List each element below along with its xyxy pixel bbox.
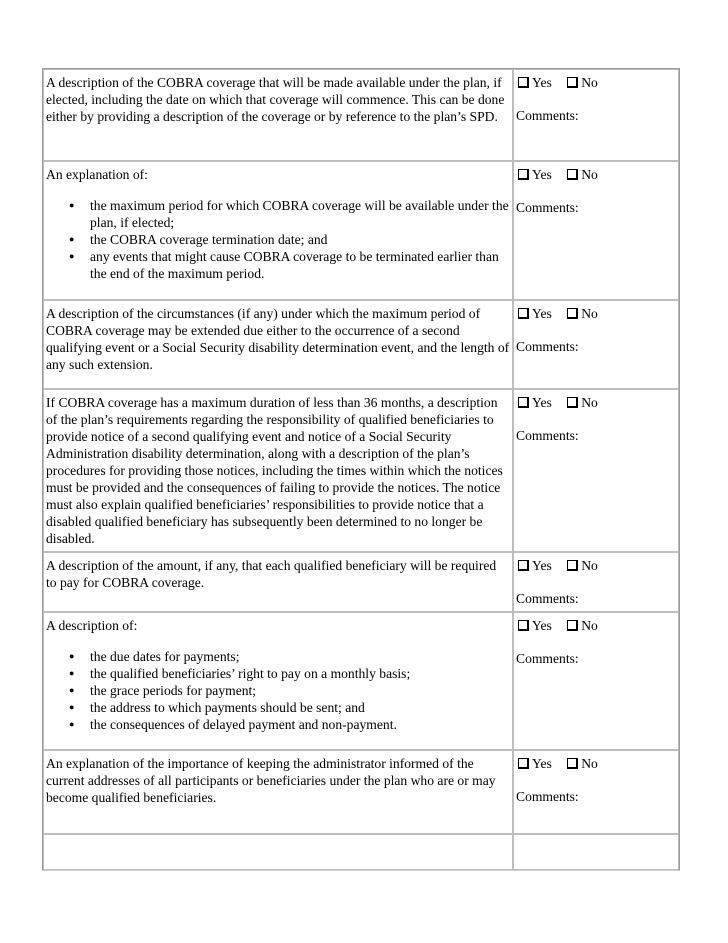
- checklist-row-empty: [43, 834, 679, 870]
- bullet-icon: ●: [69, 685, 75, 695]
- row-description: A description of the COBRA coverage that will be made available under the plan, if elected, including the date on which that coverage will commence. This can be done either by providing a description of the coverage or by reference to the plan’s SPD.: [46, 75, 505, 124]
- row-response-cell: [513, 750, 679, 834]
- yes-checkbox-icon[interactable]: [518, 758, 529, 769]
- no-checkbox-icon[interactable]: [567, 77, 578, 88]
- no-checkbox-icon[interactable]: [567, 758, 578, 769]
- row-description: An explanation of:: [46, 167, 148, 182]
- list-item: ● any events that might cause COBRA coverage to be terminated earlier than the end of the maximum period.: [69, 249, 499, 281]
- yes-no-options: [516, 617, 676, 634]
- comments-label: Comments:: [516, 428, 579, 443]
- list-item: ● the grace periods for payment;: [69, 683, 257, 698]
- no-checkbox-icon[interactable]: [567, 560, 578, 571]
- checklist-row: [43, 612, 679, 750]
- row-description-cell: [43, 389, 513, 552]
- no-label: No: [581, 75, 598, 90]
- row-description: A description of the amount, if any, that each qualified beneficiary will be required to pay for COBRA coverage.: [46, 558, 497, 590]
- yes-label: Yes: [532, 558, 552, 573]
- checklist-row: [43, 552, 679, 612]
- empty-description-cell: [43, 834, 513, 870]
- no-label: No: [581, 618, 598, 633]
- no-label: No: [581, 395, 598, 410]
- yes-label: Yes: [532, 618, 552, 633]
- row-description: A description of the circumstances (if any) under which the maximum period of COBRA coverage may be extended due either to the occurrence of a second qualifying event or a Social Security disability determination event, and the length of any such extension.: [46, 306, 510, 372]
- no-label: No: [581, 306, 598, 321]
- bullet-icon: ●: [69, 668, 75, 678]
- yes-checkbox-icon[interactable]: [518, 620, 529, 631]
- comments-label: Comments:: [516, 651, 579, 666]
- list-item: ● the due dates for payments;: [69, 649, 240, 664]
- row-description-cell: [43, 161, 513, 300]
- bullet-list: [46, 197, 510, 282]
- comments-label: Comments:: [516, 591, 579, 606]
- yes-no-options: [516, 755, 676, 772]
- cobra-notice-checklist-table: [42, 68, 680, 871]
- yes-checkbox-icon[interactable]: [518, 308, 529, 319]
- bullet-icon: ●: [69, 702, 75, 712]
- row-response-cell: [513, 389, 679, 552]
- row-response-cell: [513, 161, 679, 300]
- yes-checkbox-icon[interactable]: [518, 397, 529, 408]
- yes-no-options: [516, 394, 676, 411]
- list-item: ● the maximum period for which COBRA coverage will be available under the plan, if elected;: [69, 198, 509, 230]
- checklist-row: [43, 750, 679, 834]
- row-description: A description of:: [46, 618, 138, 633]
- checklist-row: [43, 69, 679, 161]
- row-description-cell: [43, 750, 513, 834]
- yes-no-options: [516, 557, 676, 574]
- row-description-cell: [43, 69, 513, 161]
- list-item: ● the address to which payments should be sent; and: [69, 700, 365, 715]
- yes-no-options: [516, 74, 676, 91]
- yes-checkbox-icon[interactable]: [518, 169, 529, 180]
- no-label: No: [581, 167, 598, 182]
- no-label: No: [581, 558, 598, 573]
- list-item: ● the qualified beneficiaries’ right to pay on a monthly basis;: [69, 666, 411, 681]
- checklist-row: [43, 389, 679, 552]
- checklist-row: [43, 300, 679, 389]
- no-checkbox-icon[interactable]: [567, 169, 578, 180]
- row-description-cell: [43, 552, 513, 612]
- row-response-cell: [513, 612, 679, 750]
- no-checkbox-icon[interactable]: [567, 620, 578, 631]
- bullet-icon: ●: [69, 651, 75, 661]
- no-checkbox-icon[interactable]: [567, 397, 578, 408]
- yes-checkbox-icon[interactable]: [518, 560, 529, 571]
- yes-checkbox-icon[interactable]: [518, 77, 529, 88]
- bullet-icon: ●: [69, 251, 75, 261]
- yes-label: Yes: [532, 306, 552, 321]
- empty-response-cell: [513, 834, 679, 870]
- bullet-icon: ●: [69, 200, 75, 210]
- row-response-cell: [513, 552, 679, 612]
- bullet-list: [46, 648, 510, 733]
- yes-no-options: [516, 166, 676, 183]
- bullet-icon: ●: [69, 719, 75, 729]
- row-response-cell: [513, 69, 679, 161]
- comments-label: Comments:: [516, 108, 579, 123]
- yes-label: Yes: [532, 167, 552, 182]
- no-label: No: [581, 756, 598, 771]
- yes-label: Yes: [532, 75, 552, 90]
- comments-label: Comments:: [516, 339, 579, 354]
- row-response-cell: [513, 300, 679, 389]
- comments-label: Comments:: [516, 200, 579, 215]
- no-checkbox-icon[interactable]: [567, 308, 578, 319]
- list-item: ● the consequences of delayed payment and non-payment.: [69, 717, 397, 732]
- row-description-cell: [43, 612, 513, 750]
- row-description-cell: [43, 300, 513, 389]
- list-item: ● the COBRA coverage termination date; and: [69, 232, 328, 247]
- row-description: If COBRA coverage has a maximum duration of less than 36 months, a description of the plan’s requirements regarding the responsibility of qualified beneficiaries to provide notice of a second qualifying event and notice of a Social Security Administration disability determination, along with a description of the plan’s procedures for providing those notices, including the times within which the notices must be provided and the consequences of failing to provide the notices. The notice must also explain qualified beneficiaries’ responsibilities to provide notice that a disabled qualified beneficiary has subsequently been determined to no longer be disabled.: [46, 395, 503, 546]
- yes-label: Yes: [532, 395, 552, 410]
- row-description: An explanation of the importance of keeping the administrator informed of the current addresses of all participants or beneficiaries under the plan who are or may become qualified beneficiaries.: [46, 756, 496, 805]
- yes-no-options: [516, 305, 676, 322]
- checklist-row: [43, 161, 679, 300]
- comments-label: Comments:: [516, 789, 579, 804]
- yes-label: Yes: [532, 756, 552, 771]
- bullet-icon: ●: [69, 234, 75, 244]
